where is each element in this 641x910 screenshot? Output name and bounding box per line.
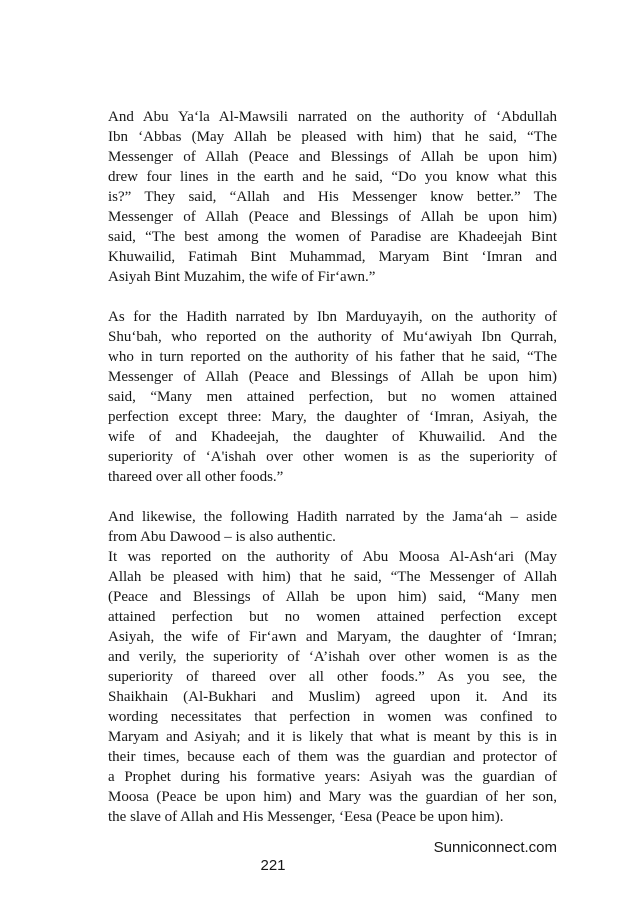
text-line: superiority of ‘A'ishah over other women is as the superiority of xyxy=(108,449,557,465)
text-line: attained perfection but no women attained perfection except xyxy=(108,609,557,625)
text-line: the slave of Allah and His Messenger, ‘Eesa (Peace be upon him). xyxy=(108,809,504,825)
text-line: (Peace and Blessings of Allah be upon him) said, “Many men xyxy=(108,589,557,605)
text-line: said, “The best among the women of Paradise are Khadeejah Bint xyxy=(108,229,557,245)
paragraph xyxy=(108,507,557,547)
text-line: Messenger of Allah (Peace and Blessings of Allah be upon him) xyxy=(108,149,557,165)
text-line: their times, because each of them was the guardian and protector of xyxy=(108,749,557,765)
text-line: from Abu Dawood – is also authentic. xyxy=(108,529,336,545)
text-line: Shu‘bah, who reported on the authority of Mu‘awiyah Ibn Qurrah, xyxy=(108,329,557,345)
text-line: a Prophet during his formative years: Asiyah was the guardian of xyxy=(108,769,557,785)
text-line: Maryam and Asiyah; and it is likely that what is meant by this is in xyxy=(108,729,557,745)
text-line: wife of and Khadeejah, the daughter of Khuwailid. And the xyxy=(108,429,557,445)
text-line: Messenger of Allah (Peace and Blessings of Allah be upon him) xyxy=(108,369,557,385)
text-line: Khuwailid, Fatimah Bint Muhammad, Maryam Bint ‘Imran and xyxy=(108,249,557,265)
text-line: Asiyah, the wife of Fir‘awn and Maryam, the daughter of ‘Imran; xyxy=(108,629,557,645)
paragraph xyxy=(108,547,557,827)
text-line: who in turn reported on the authority of his father that he said, “The xyxy=(108,349,557,365)
paragraph xyxy=(108,107,557,287)
text-line: Allah be pleased with him) that he said, “The Messenger of Allah xyxy=(108,569,557,585)
page-number: 221 xyxy=(260,857,286,874)
text-line: Shaikhain (Al-Bukhari and Muslim) agreed upon it. And its xyxy=(108,689,557,705)
text-line: And likewise, the following Hadith narrated by the Jama‘ah – aside xyxy=(108,509,557,525)
paragraph xyxy=(108,307,557,487)
website-credit: Sunniconnect.com xyxy=(433,839,557,856)
text-line: drew four lines in the earth and he said, “Do you know what this xyxy=(108,169,557,185)
text-line: And Abu Ya‘la Al-Mawsili narrated on the authority of ‘Abdullah xyxy=(108,109,557,125)
text-line: perfection except three: Mary, the daughter of ‘Imran, Asiyah, the xyxy=(108,409,557,425)
text-line: and verily, the superiority of ‘A’ishah over other women is as the xyxy=(108,649,557,665)
text-line: Messenger of Allah (Peace and Blessings of Allah be upon him) xyxy=(108,209,557,225)
text-line: thareed over all other foods.” xyxy=(108,469,284,485)
text-line: wording necessitates that perfection in women was confined to xyxy=(108,709,557,725)
text-line: is?” They said, “Allah and His Messenger know better.” The xyxy=(108,189,557,205)
text-line: Moosa (Peace be upon him) and Mary was the guardian of her son, xyxy=(108,789,557,805)
text-line: said, “Many men attained perfection, but no women attained xyxy=(108,389,557,405)
text-block xyxy=(108,107,557,827)
text-line: superiority of thareed over all other foods.” As you see, the xyxy=(108,669,557,685)
text-line: As for the Hadith narrated by Ibn Marduyayih, on the authority of xyxy=(108,309,557,325)
text-line: Asiyah Bint Muzahim, the wife of Fir‘awn.” xyxy=(108,269,376,285)
text-line: It was reported on the authority of Abu Moosa Al-Ash‘ari (May xyxy=(108,549,557,565)
text-line: Ibn ‘Abbas (May Allah be pleased with him) that he said, “The xyxy=(108,129,557,145)
